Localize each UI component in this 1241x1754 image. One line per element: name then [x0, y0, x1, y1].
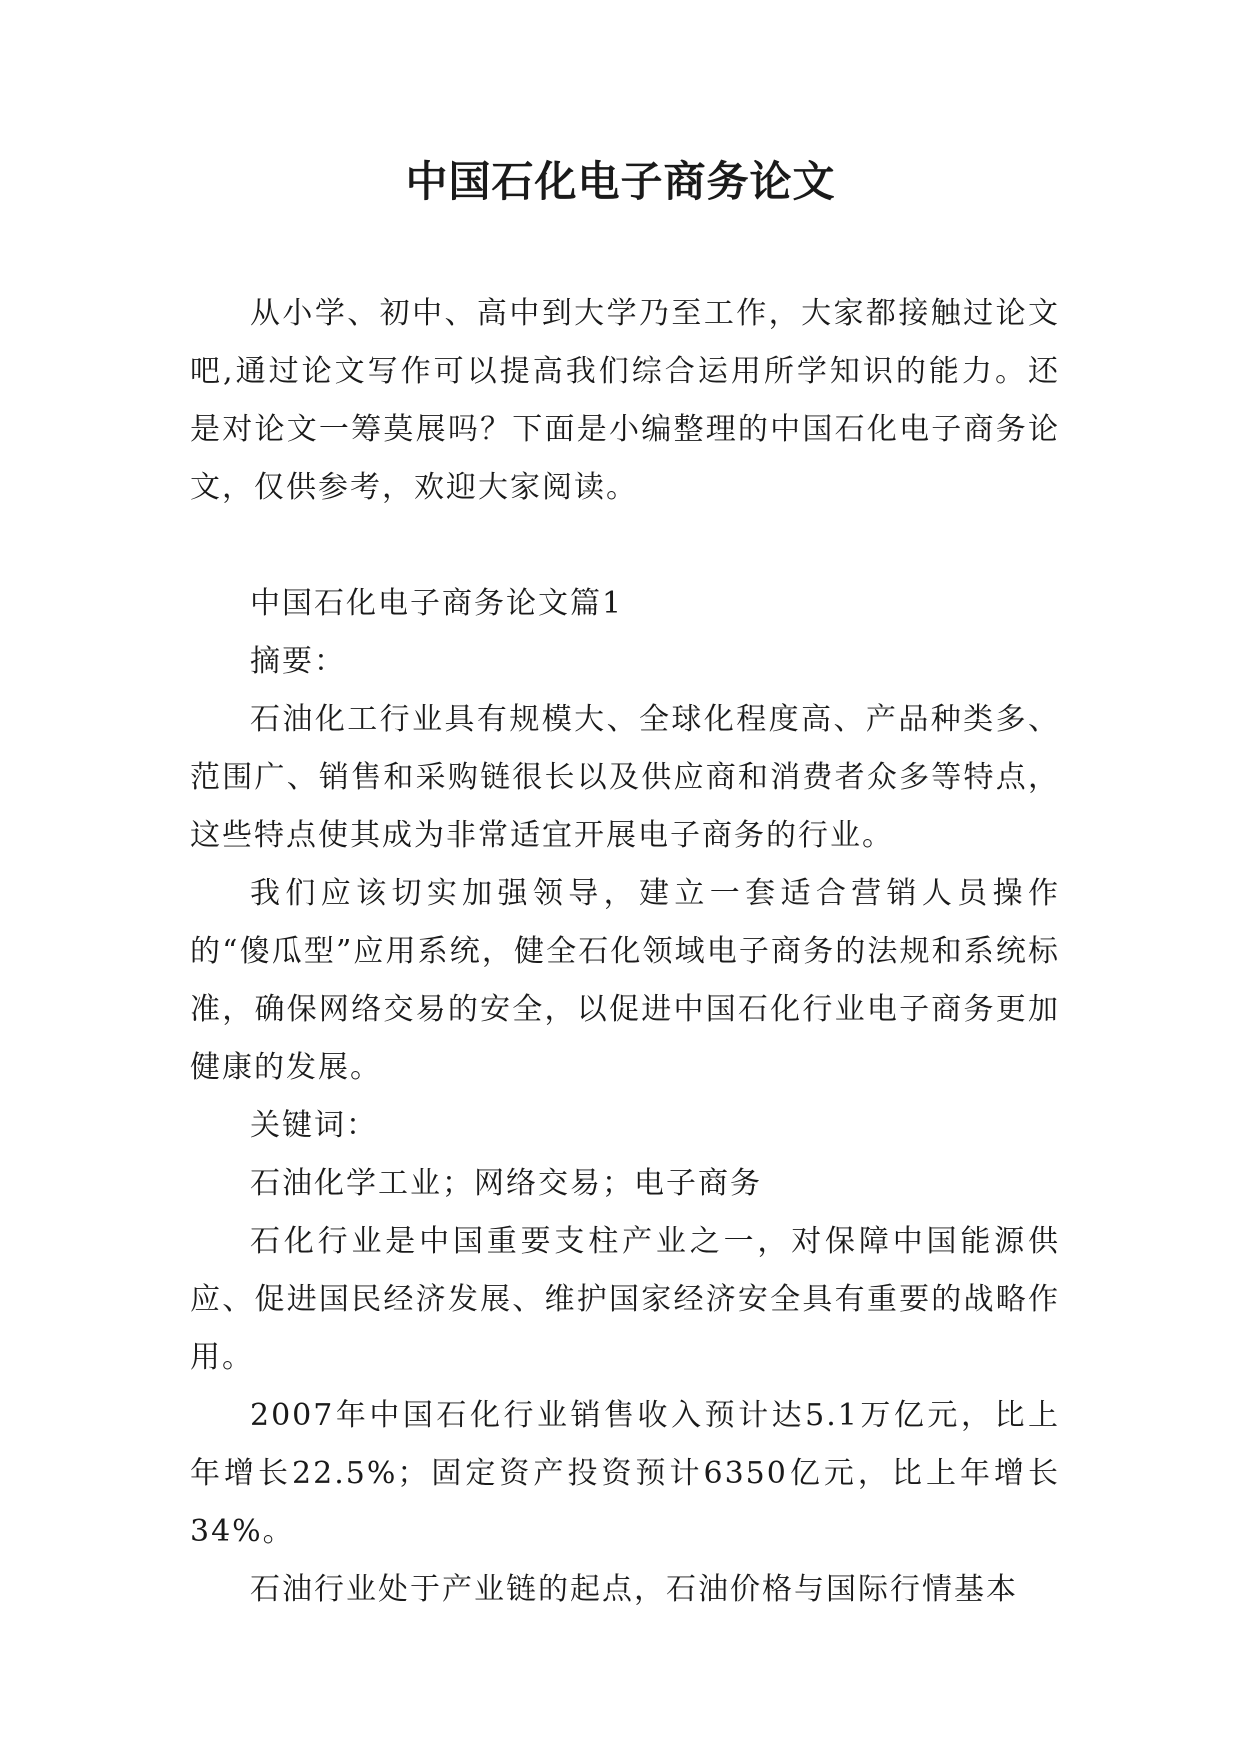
body-paragraph-3: 石油行业处于产业链的起点，石油价格与国际行情基本	[250, 1572, 1018, 1607]
section-heading: 中国石化电子商务论文篇1	[250, 586, 624, 621]
abstract-paragraph-2: 我们应该切实加强领导，建立一套适合营销人员操作的“傻瓜型”应用系统，健全石化领域电子商务的法规和系统标准，确保网络交易的安全，以促进中国石化行业电子商务更加健康的发展。	[190, 876, 1060, 1085]
keywords-label: 关键词：	[250, 1108, 378, 1143]
document-title: 中国石化电子商务论文	[405, 157, 836, 206]
abstract-label: 摘要：	[250, 644, 346, 679]
body-paragraph-2: 2007年中国石化行业销售收入预计达5.1万亿元，比上年增长22.5%；固定资产投资预计6350亿元，比上年增长34%。	[190, 1398, 1060, 1549]
intro-paragraph: 从小学、初中、高中到大学乃至工作，大家都接触过论文吧,通过论文写作可以提高我们综合运用所学知识的能力。还是对论文一筹莫展吗？下面是小编整理的中国石化电子商务论文，仅供参考，欢迎大家阅读。	[190, 296, 1060, 505]
abstract-paragraph-1: 石油化工行业具有规模大、全球化程度高、产品种类多、范围广、销售和采购链很长以及供应商和消费者众多等特点，这些特点使其成为非常适宜开展电子商务的行业。	[190, 702, 1060, 853]
body-paragraph-1: 石化行业是中国重要支柱产业之一，对保障中国能源供应、促进国民经济发展、维护国家经济安全具有重要的战略作用。	[190, 1224, 1060, 1375]
document-body	[190, 285, 1060, 1619]
keywords-list: 石油化学工业；网络交易；电子商务	[250, 1166, 762, 1201]
